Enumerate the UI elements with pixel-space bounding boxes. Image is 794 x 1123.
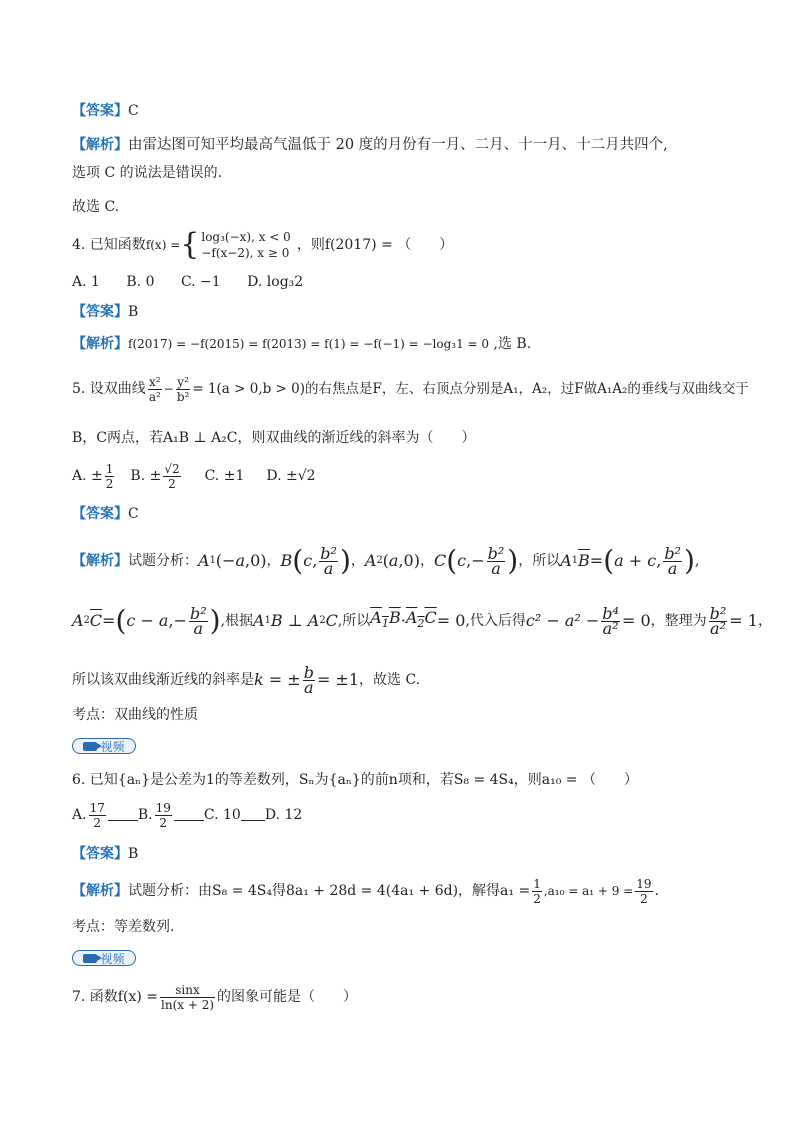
analysis-label: 【解析】 [72, 553, 128, 569]
question-6-stem [72, 770, 638, 790]
q4-prefix: 4. 已知函数 [72, 237, 146, 253]
q4-suffix: ，则f(2017) = （ ） [296, 237, 454, 253]
answer-label: 【答案】 [72, 304, 128, 320]
q7-suffix: 的图象可能是（ ） [217, 989, 358, 1005]
analysis-row-4 [72, 334, 531, 354]
answer-label: 【答案】 [72, 506, 128, 522]
q7-prefix: 7. 函数f(x) = [72, 989, 158, 1005]
q5-simplify: ，整理为 [650, 613, 707, 629]
analysis-row-3 [72, 135, 668, 155]
q5-analysis-intro: 试题分析： [128, 553, 198, 569]
analysis-text-cont: 选项 C 的说法是错误的. [72, 165, 223, 181]
answer-row-6 [72, 844, 138, 864]
analysis-row-3-cont [72, 163, 222, 183]
answer-value: C [128, 103, 139, 119]
q5-prefix: 5. 设双曲线 [72, 381, 146, 397]
q6-options [72, 796, 302, 834]
analysis-row-5: 【解析】 试题分析： A 1 (− a ,0) ， B ( c , $\frac{\text{b²}}{a}$ ) ， A 2 ( a ,0) ， C ( c ,− $\frac{\text{b²}}{a}$ ) ，所以 A 1 B = ( a + c , $\frac{\text{b²}}{a}$ ) , [72, 543, 700, 578]
q5-option-d: D. ±√2 [266, 468, 316, 484]
answer-row-5 [72, 504, 139, 524]
q7-frac: $\frac{\sin x}{\ln(x + 2)}$ [161, 982, 215, 1012]
q6-option-b: B. $\frac{19}{2}$ [137, 800, 171, 830]
question-4-stem [72, 228, 453, 262]
q5-options [72, 458, 338, 494]
analysis-row-5-line3: 所以该双曲线渐近线的斜率是 k = ± $\frac{b}{a}$ = ±1 ，故选 C. [72, 662, 421, 697]
conclusion-text: 故选 C. [72, 199, 120, 215]
q5-line3-prefix: 所以该双曲线渐近线的斜率是 [72, 672, 254, 688]
q4-analysis-math: f(2017) = −f(2015) = f(2013) = f(1) = −f(−1) = −log₃1 = 0 [128, 337, 490, 351]
q5-option-c: C. ±1 [204, 468, 245, 484]
q4-option-b: B. 0 [126, 274, 155, 290]
q6-analysis-mid: ,a₁₀ = a₁ + 9 = [543, 884, 634, 898]
q4-case1: log₃(−x), x < 0 [201, 230, 291, 244]
q6-stem: 6. 已知{aₙ}是公差为1的等差数列，Sₙ为{aₙ}的前n项和，若S₈ = 4S₄，则a₁₀ = （ ） [72, 772, 638, 788]
answer-label: 【答案】 [72, 103, 128, 119]
q4-case2: −f(x−2), x ≥ 0 [201, 246, 290, 260]
q5-line2: B，C两点，若A₁B ⊥ A₂C，则双曲线的渐近线的斜率为（ ） [72, 430, 476, 446]
analysis-label: 【解析】 [72, 137, 128, 153]
video-button-6[interactable] [72, 950, 136, 966]
answer-row-4 [72, 302, 138, 322]
answer-value: C [128, 506, 139, 522]
analysis-label: 【解析】 [72, 883, 128, 899]
q5-eq: = 1(a > 0,b > 0)的右焦点是F，左、右顶点分别是A₁，A₂，过F做A₁A₂的垂线与双曲线交于 [192, 381, 749, 397]
q5-by: 根据 [225, 613, 254, 629]
analysis-row-6: 【解析】 试题分析：由S₈ = 4S₄得8a₁ + 28d = 4(4a₁ + 6d)，解得a₁ = $\frac{1}{2}$ ,a₁₀ = a₁ + 9 = $\frac{19}{2}$ . [72, 876, 659, 906]
q4-option-c: C. −1 [180, 274, 221, 290]
question-5-stem-line2 [72, 428, 476, 448]
conclusion-row-3 [72, 197, 119, 217]
question-5-stem: 5. 设双曲线 $\frac{\text{x²}}{\text{a²}}$ − $\frac{\text{y²}}{\text{b²}}$ = 1(a > 0,b > 0)的右焦点是F，左、右顶点分别是A₁，A₂，过F做A₁A₂的垂线与双曲线交于 [72, 374, 749, 404]
analysis-text: 由雷达图可知平均最高气温低于 20 度的月份有一月、二月、十一月、十二月共四个, [128, 137, 668, 153]
q5-frac-y: $\frac{\text{y²}}{\text{b²}}$ [176, 374, 190, 404]
q4-brace: { [180, 227, 200, 262]
question-7-stem [72, 978, 357, 1016]
q6-analysis-intro: 试题分析：由S₈ = 4S₄得8a₁ + 28d = 4(4a₁ + 6d)，解得a₁ = [128, 883, 531, 899]
q4-option-d: D. log₃2 [247, 274, 304, 290]
q5-so2: 所以 [342, 613, 371, 629]
analysis-row-5-cont: A 2 C = ( c − a ,− $\frac{\text{b²}}{a}$ ) , 根据 A 1 B ⊥ A 2 C , 所以 $A_1B$ · $A_2C$ = 0 , 代入后得 c² − a² − $\frac{\text{b⁴}}{\text{a²}}$ = 0 ，整理为 $\frac{\text{b²}}{\text{a²}}$ = 1 ， [72, 603, 772, 638]
q6-option-c: C. 10 [203, 807, 241, 823]
q5-so: ，所以 [518, 553, 561, 569]
q6-kaodian: 考点：等差数列. [72, 919, 175, 935]
q4-options [72, 272, 325, 292]
answer-value: B [128, 304, 139, 320]
q6-option-a: A. $\frac{17}{2}$ [72, 800, 105, 830]
q5-line3-suffix: ，故选 C. [359, 672, 421, 688]
answer-label: 【答案】 [72, 846, 128, 862]
q6-option-d: D. 12 [264, 807, 303, 823]
kaodian-5 [72, 705, 198, 725]
analysis-label: 【解析】 [72, 336, 128, 352]
q5-kaodian: 考点：双曲线的性质 [72, 707, 198, 723]
q4-option-a: A. 1 [72, 274, 100, 290]
q5-option-a: A. ± $\frac{1}{2}$ [72, 461, 114, 491]
q5-option-b: B. ± $\frac{√2}{2}$ [130, 461, 180, 491]
video-label: 视频 [100, 739, 125, 754]
q4-func: f(x) = [145, 238, 181, 252]
video-button-5[interactable] [72, 738, 136, 754]
q4-cases [201, 229, 290, 261]
q5-sub: 代入后得 [469, 613, 526, 629]
video-camera-icon [83, 742, 97, 751]
answer-row-3 [72, 101, 139, 121]
kaodian-6 [72, 917, 174, 937]
q4-analysis-suffix: ,选 B. [489, 336, 532, 352]
q5-frac-x: $\frac{\text{x²}}{\text{a²}}$ [148, 374, 161, 404]
answer-value: B [128, 846, 139, 862]
video-camera-icon [83, 954, 97, 963]
video-label: 视频 [100, 951, 125, 966]
